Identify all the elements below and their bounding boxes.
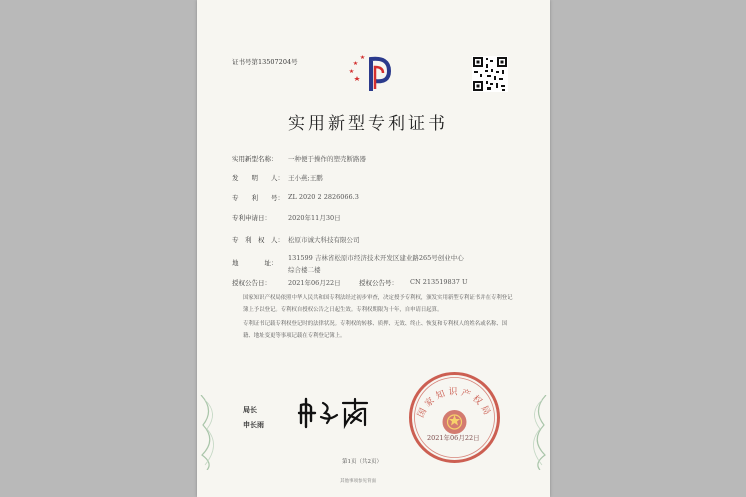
director-label: 局长 bbox=[243, 405, 257, 414]
announcement-number: CN 213519837 U bbox=[410, 278, 468, 286]
paragraph-legal-status: 专利证书记载专利权登记时的法律状况。专利权的转移、质押、无效、终止、恢复和专利权人的姓名或名称、国籍、地址变更等事项记载在专利登记簿上。 bbox=[243, 321, 508, 339]
director-signature bbox=[297, 395, 372, 430]
field-label-address: 地 址： bbox=[232, 259, 278, 267]
field-label-grant-date: 授权公告日： bbox=[232, 279, 271, 287]
certificate-title: 实用新型专利证书 bbox=[288, 114, 448, 134]
official-seal bbox=[407, 370, 502, 465]
patent-office-logo bbox=[345, 53, 399, 93]
field-label-name: 实用新型名称： bbox=[232, 155, 278, 163]
field-value-patentee: 松原市诚大科技有限公司 bbox=[288, 236, 360, 244]
decorative-border-left bbox=[197, 395, 225, 470]
director-name: 申长雨 bbox=[243, 420, 264, 429]
announcement-label: 授权公告号： bbox=[359, 279, 398, 287]
field-label-inventor: 发 明 人： bbox=[232, 174, 284, 182]
field-value-inventor: 王小燕;王鹏 bbox=[288, 174, 323, 182]
decorative-border-right bbox=[522, 395, 550, 470]
field-label-patentee: 专 利 权 人： bbox=[232, 236, 284, 244]
field-value-address: 131599 吉林省松原市经济技术开发区建业路265号创业中心综合楼二楼 bbox=[288, 254, 464, 274]
page-footer-note: 其他事项参见背面 bbox=[340, 479, 376, 484]
field-value-patent-number: ZL 2020 2 2826066.3 bbox=[288, 193, 359, 201]
field-value-filing-date: 2020年11月30日 bbox=[288, 214, 341, 222]
field-label-filing-date: 专利申请日： bbox=[232, 214, 271, 222]
certificate-number: 证书号第13507204号 bbox=[232, 58, 298, 66]
qr-code bbox=[472, 56, 508, 92]
field-value-grant-date: 2021年06月22日 bbox=[288, 279, 341, 287]
page-footer: 第1页（共2页） bbox=[342, 459, 382, 465]
seal-text: 国家知识产权局 bbox=[416, 387, 493, 420]
paragraph-grant: 国家知识产权局依照中华人民共和国专利法经过初步审查，决定授予专利权，颁发实用新型专利证书并在专利登记簿上予以登记。专利权自授权公告之日起生效。专利权期限为十年，自申请日起算。 bbox=[243, 295, 513, 313]
seal-date: 2021年06月22日 bbox=[427, 434, 480, 442]
field-label-patent-number: 专 利 号： bbox=[232, 194, 284, 202]
field-value-name: 一种便于操作的塑壳断路器 bbox=[288, 155, 366, 163]
certificate-paper bbox=[197, 0, 550, 497]
